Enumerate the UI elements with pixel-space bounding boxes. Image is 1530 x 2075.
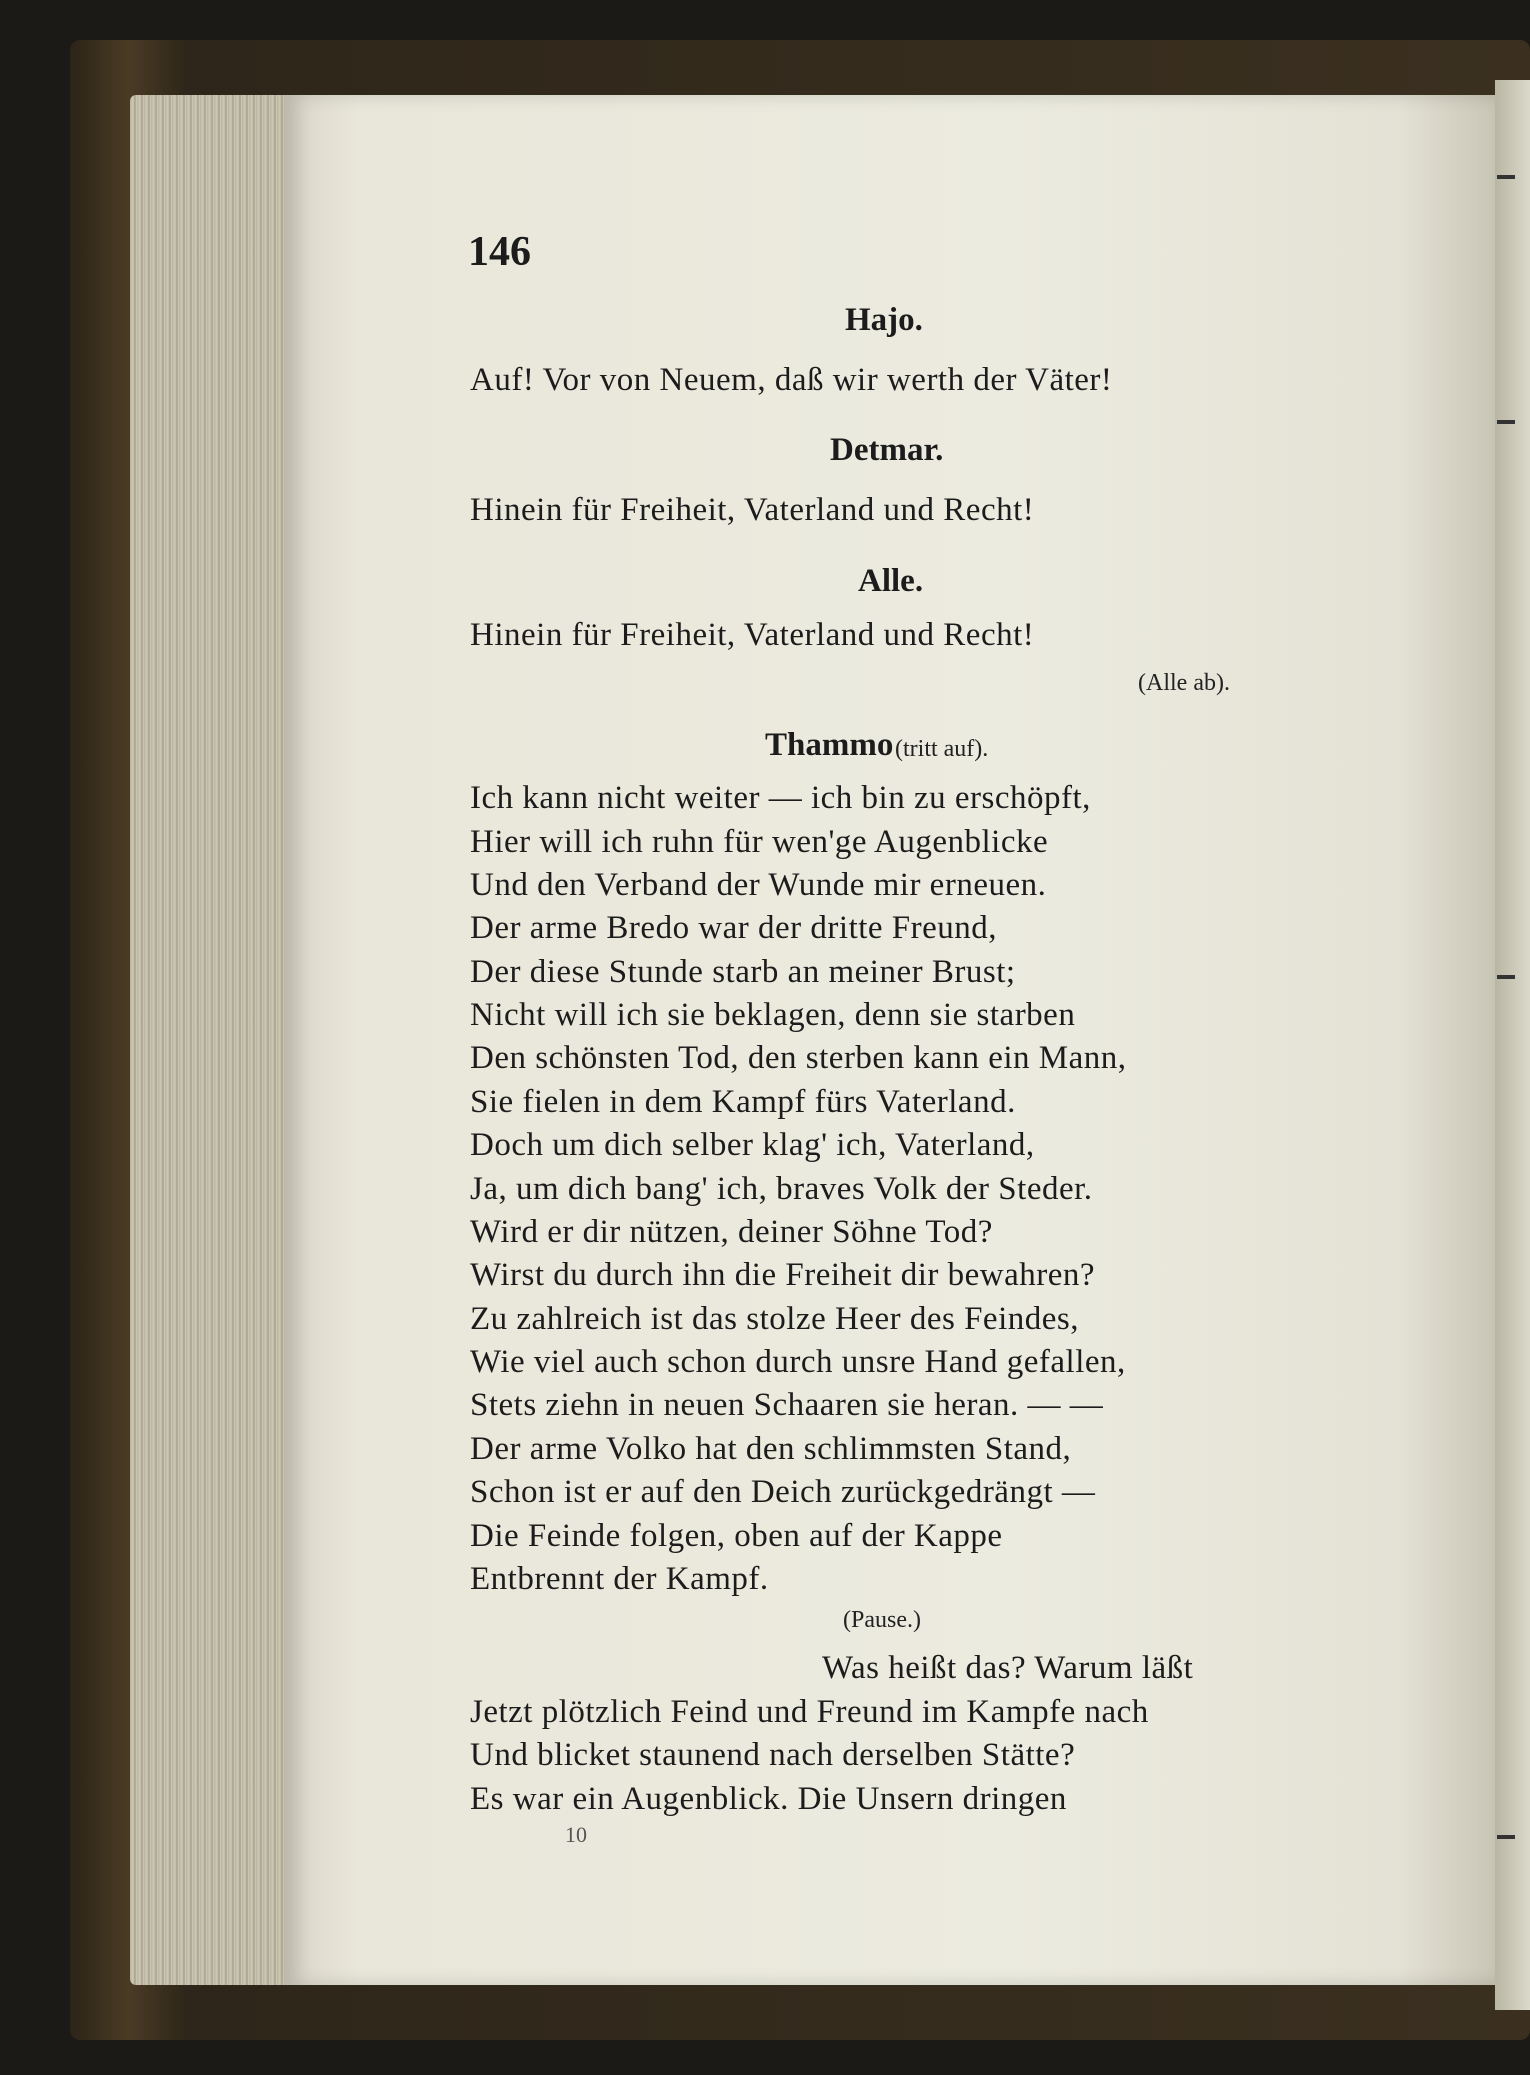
next-page-edge [1495,80,1530,2010]
verse-line: Ja, um dich bang' ich, braves Volk der Steder. [470,1171,1093,1207]
gutter-mark [1497,175,1515,179]
gutter-mark [1497,420,1515,424]
verse-line: Wirst du durch ihn die Freiheit dir bewahren? [470,1257,1096,1293]
signature-mark: 10 [565,1822,587,1847]
verse-line: Stets ziehn in neuen Schaaren sie heran. — — [470,1387,1104,1423]
speaker-alle: Alle. [858,563,924,599]
verse-line: Jetzt plötzlich Feind und Freund im Kampfe nach [470,1694,1149,1730]
verse-line: Der diese Stunde starb an meiner Brust; [470,954,1016,990]
verse-line: Sie fielen in dem Kampf fürs Vaterland. [470,1084,1016,1120]
verse-line: Was heißt das? Warum läßt [822,1650,1194,1686]
verse-line: Doch um dich selber klag' ich, Vaterland, [470,1127,1035,1163]
verse-line: Zu zahlreich ist das stolze Heer des Feindes, [470,1301,1079,1337]
gutter-mark [1497,975,1515,979]
page-edges [130,95,290,1985]
stage-direction-alle-ab: (Alle ab). [1138,670,1230,696]
verse-line: Der arme Volko hat den schlimmsten Stand, [470,1431,1072,1467]
verse-line: Ich kann nicht weiter — ich bin zu erschöpft, [470,780,1091,816]
verse-line: Hinein für Freiheit, Vaterland und Recht! [470,617,1035,653]
verse-line: Nicht will ich sie beklagen, denn sie starben [470,997,1076,1033]
verse-line: Entbrennt der Kampf. [470,1561,769,1597]
verse-line: Und den Verband der Wunde mir erneuen. [470,867,1047,903]
verse-line: Es war ein Augenblick. Die Unsern dringen [470,1781,1067,1817]
verse-line: Schon ist er auf den Deich zurückgedrängt — [470,1474,1096,1510]
verse-line: Den schönsten Tod, den sterben kann ein Mann, [470,1040,1127,1076]
speaker-thammo: Thammo [765,727,894,763]
verse-line: Hinein für Freiheit, Vaterland und Recht! [470,492,1035,528]
stage-direction-tritt-auf: (tritt auf). [895,736,989,762]
verse-line: Der arme Bredo war der dritte Freund, [470,910,998,946]
verse-line: Hier will ich ruhn für wen'ge Augenblicke [470,824,1049,860]
page-number: 146 [468,229,531,275]
speaker-detmar: Detmar. [830,432,944,468]
verse-line: Wie viel auch schon durch unsre Hand gefallen, [470,1344,1126,1380]
stage-direction-pause: (Pause.) [843,1607,921,1633]
speaker-hajo: Hajo. [845,302,923,338]
gutter-mark [1497,1835,1515,1839]
verse-line: Die Feinde folgen, oben auf der Kappe [470,1518,1003,1554]
verse-line: Und blicket staunend nach derselben Stätte? [470,1737,1076,1773]
verse-line: Auf! Vor von Neuem, daß wir werth der Väter! [470,362,1113,398]
verse-line: Wird er dir nützen, deiner Söhne Tod? [470,1214,993,1250]
